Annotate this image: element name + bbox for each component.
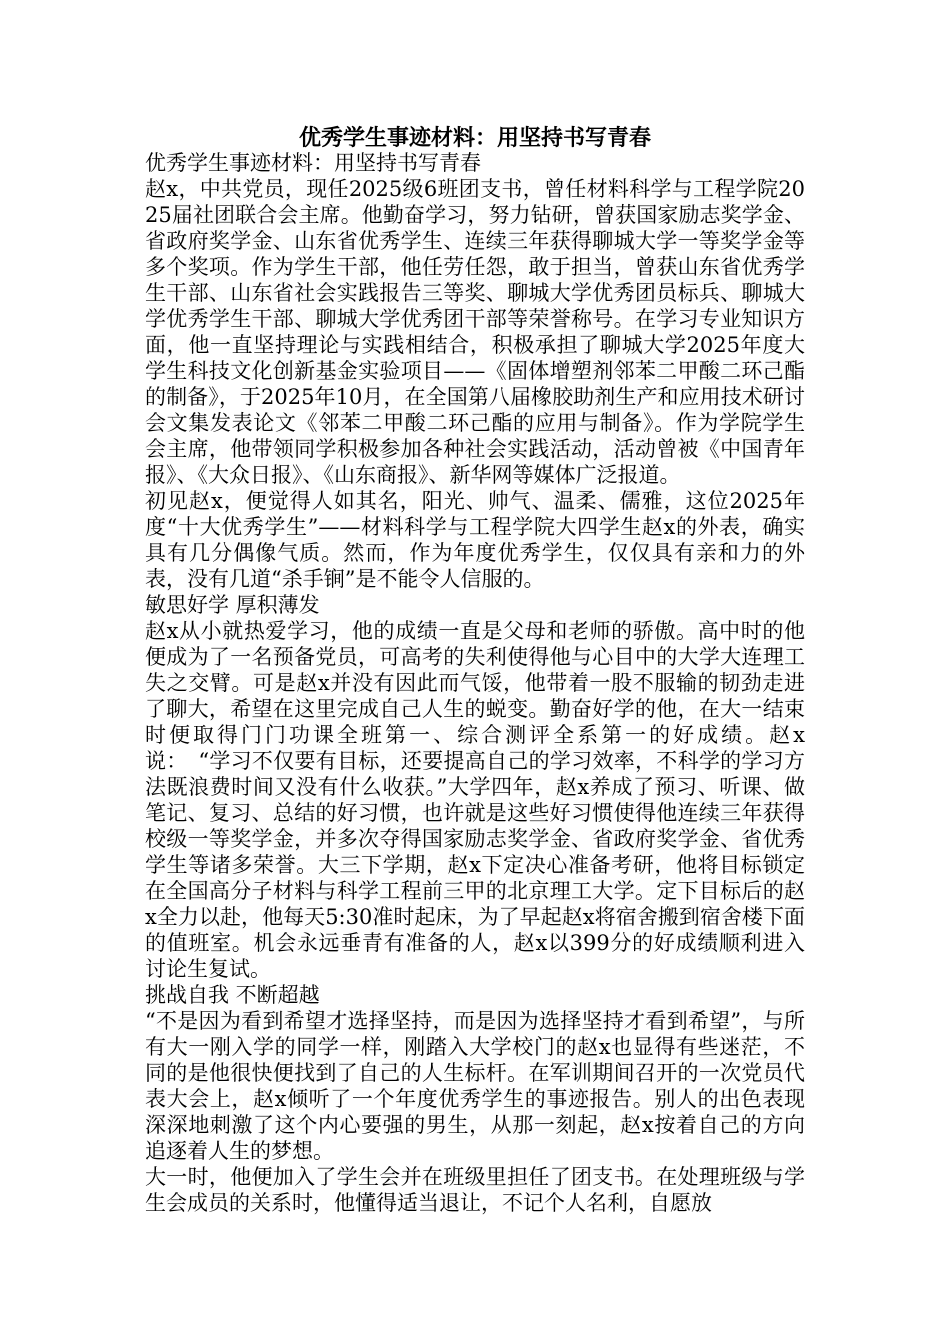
paragraph-study: 赵x从小就热爱学习，他的成绩一直是父母和老师的骄傲。高中时的他便成为了一名预备党员，可高考的失利使得他与心目中的大学大连理工失之交臂。可是赵x并没有因此而气馁，他带着一股不服输的韧劲走进了聊大，希望在这里完成自己人生的蜕变。勤奋好学的他，在大一结束时便取得门门功课全班第一、综合测评全系第一的好成绩。赵x说： “学习不仅要有目标，还要提高自己的学习效率，不科学的学习方法既浪费时间又没有什么收获。”大学四年，赵x养成了预习、听课、做笔记、复习、总结的好习惯，也许就是这些好习惯使得他连续三年获得校级一等奖学金，并多次夺得国家励志奖学金、省政府奖学金、省优秀学生等诸多荣誉。大三下学期，赵x下定决心准备考研，他将目标锁定在全国高分子材料与科学工程前三甲的北京理工大学。定下目标后的赵x全力以赴，他每天5:30准时起床，为了早起赵x将宿舍搬到宿舍楼下面的值班室。机会永远垂青有准备的人，赵x以399分的好成绩顺利进入讨论生复试。 — [145, 619, 805, 981]
paragraph-challenge: “不是因为看到希望才选择坚持，而是因为选择坚持才看到希望”，与所有大一刚入学的同学一样，刚踏入大学校门的赵x也显得有些迷茫，不同的是他很快便找到了自己的人生标杆。在军训期间召开的一次党员代表大会上，赵x倾听了一个年度优秀学生的事迹报告。别人的出色表现深深地刺激了这个内心要强的男生，从那一刻起，赵x按着自己的方向追逐着人生的梦想。 — [145, 1009, 805, 1163]
paragraph-intro: 赵x，中共党员，现任2025级6班团支书，曾任材料科学与工程学院2025届社团联合会主席。他勤奋学习，努力钻研，曾获国家励志奖学金、省政府奖学金、山东省优秀学生、连续三年获得聊城大学一等奖学金等多个奖项。作为学生干部，他任劳任怨，敢于担当，曾获山东省优秀学生干部、山东省社会实践报告三等奖、聊城大学优秀团员标兵、聊城大学优秀学生干部、聊城大学优秀团干部等荣誉称号。在学习专业知识方面，他一直坚持理论与实践相结合，积极承担了聊城大学2025年度大学生科技文化创新基金实验项目——《固体增塑剂邻苯二甲酸二环己酯的制备》，于2025年10月，在全国第八届橡胶助剂生产和应用技术研讨会文集发表论文《邻苯二甲酸二环己酯的应用与制备》。作为学院学生会主席，他带领同学积极参加各种社会实践活动，活动曾被《中国青年报》、《大众日报》、《山东商报》、新华网等媒体广泛报道。 — [145, 177, 805, 487]
paragraph-first-impression: 初见赵x，便觉得人如其名，阳光、帅气、温柔、儒雅，这位2025年度“十大优秀学生”——材料科学与工程学院大四学生赵x的外表，确实具有几分偶像气质。然而，作为年度优秀学生，仅仅具有亲和力的外表，没有几道“杀手锏”是不能令人信服的。 — [145, 489, 805, 591]
paragraph-subtitle: 优秀学生事迹材料：用坚持书写青春 — [145, 151, 481, 175]
document-title: 优秀学生事迹材料：用坚持书写青春 — [298, 125, 651, 151]
document-body — [145, 150, 805, 1216]
paragraph-freshman: 大一时，他便加入了学生会并在班级里担任了团支书。在处理班级与学生会成员的关系时，他懂得适当退让，不记个人名利，自愿放 — [145, 1165, 805, 1215]
section-heading-study: 敏思好学 厚积薄发 — [145, 593, 320, 617]
section-heading-challenge: 挑战自我 不断超越 — [145, 983, 320, 1007]
